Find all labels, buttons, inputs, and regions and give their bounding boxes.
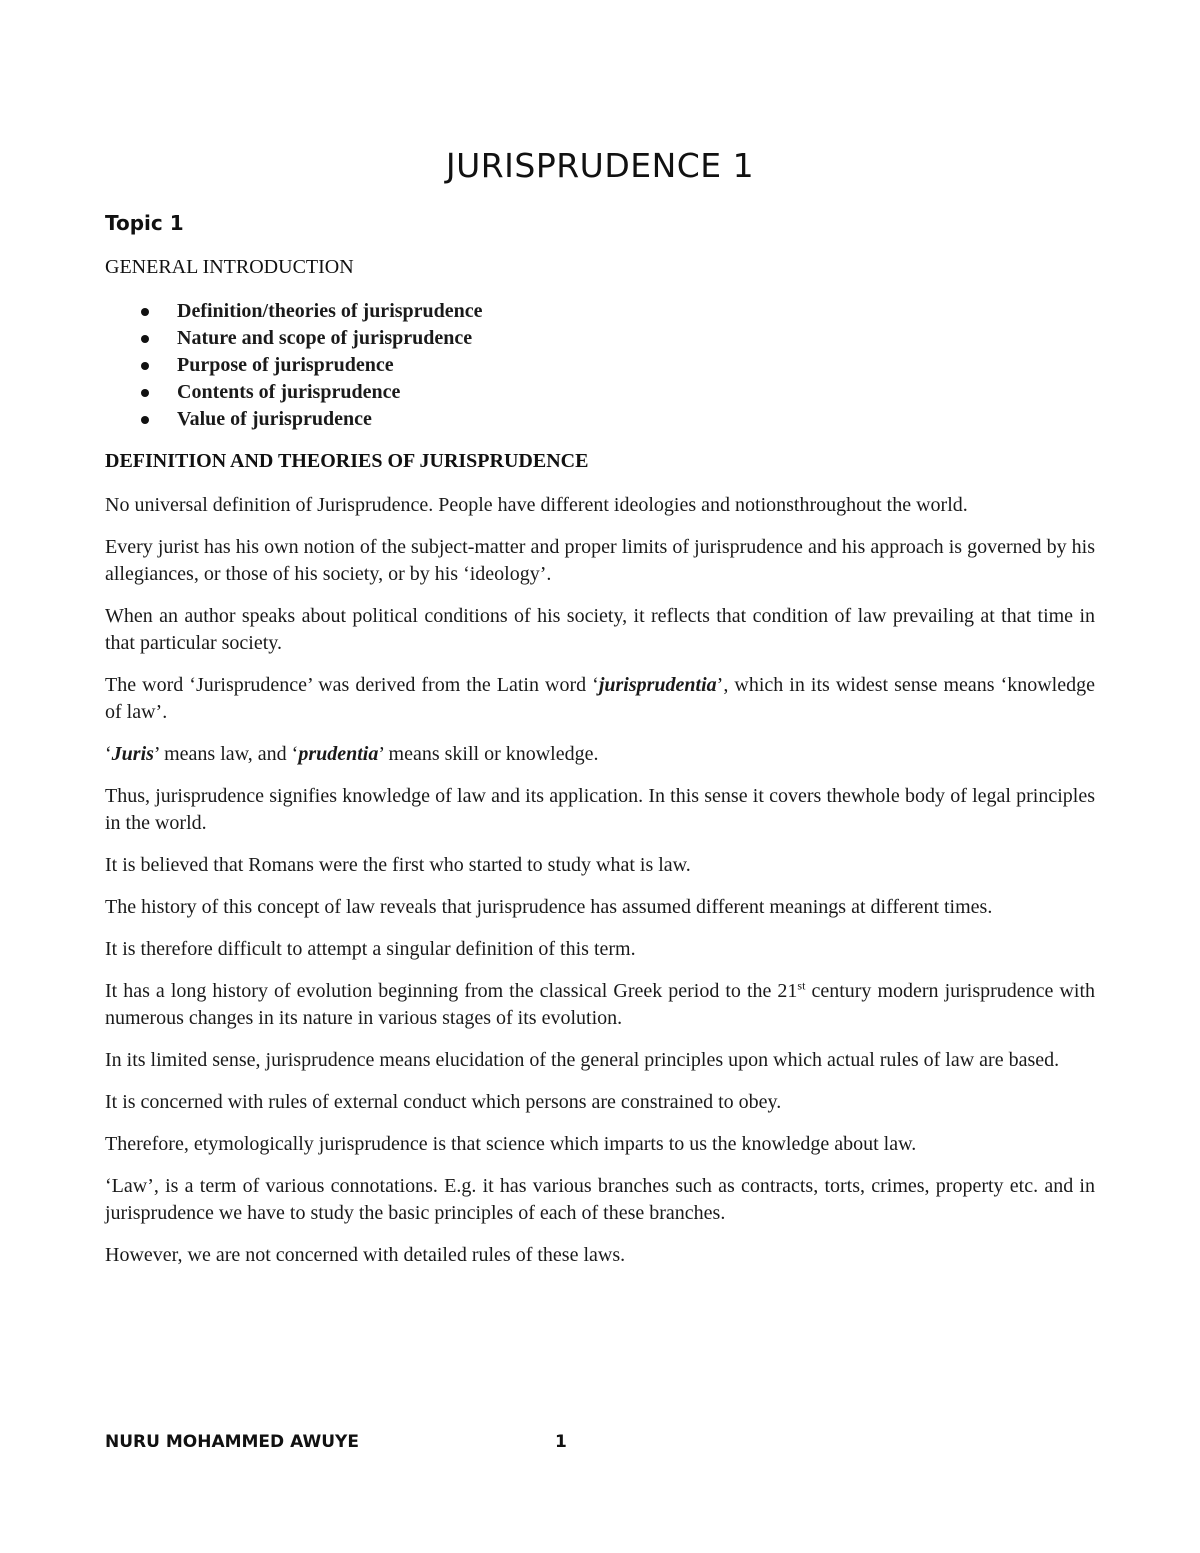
bullet-icon (141, 389, 149, 397)
list-item (105, 379, 483, 406)
bullet-icon (141, 416, 149, 424)
paragraph: ‘Law’, is a term of various connotations. E.g. it has various branches such as contracts, torts, crimes, property etc. and in jurisprudence we have to study the basic principles of each of these branches. (105, 1175, 1095, 1224)
list-item (105, 325, 483, 352)
superscript: st (797, 978, 806, 993)
paragraph: Every jurist has his own notion of the subject-matter and proper limits of jurisprudence and his approach is governed by his allegiances, or those of his society, or by his ‘ideology’. (105, 536, 1095, 585)
list-item (105, 298, 483, 325)
latin-term: Juris (111, 743, 154, 765)
paragraph: Thus, jurisprudence signifies knowledge of law and its application. In this sense it covers thewhole body of legal principles in the world. (105, 785, 1095, 834)
paragraph: It is therefore difficult to attempt a singular definition of this term. (105, 938, 636, 960)
footer-page-number: 1 (555, 1432, 567, 1452)
paragraph-text: ’, which in its widest sense means ‘knowledge of law’. (105, 674, 1095, 723)
paragraph-text: It has a long history of evolution beginning from the classical Greek period to the 21 (105, 980, 798, 1002)
paragraph-text: ’ means skill or knowledge. (378, 743, 599, 765)
paragraph-text: century modern jurisprudence with numerous changes in its nature in various stages of its evolution. (105, 980, 1096, 1029)
list-item-text: Nature and scope of jurisprudence (177, 327, 473, 349)
paragraph (105, 741, 1095, 768)
topic-label: Topic 1 (105, 211, 184, 235)
topic-bullet-list (105, 298, 483, 433)
list-item (105, 352, 483, 379)
bullet-icon (141, 308, 149, 316)
paragraph (105, 978, 1095, 1032)
paragraph: However, we are not concerned with detailed rules of these laws. (105, 1244, 626, 1266)
document-title: JURISPRUDENCE 1 (445, 146, 755, 185)
bullet-icon (141, 335, 149, 343)
list-item (105, 406, 483, 433)
list-item-text: Definition/theories of jurisprudence (177, 300, 483, 322)
latin-term: jurisprudentia (598, 674, 717, 696)
paragraph-text: ‘ (105, 743, 112, 765)
latin-term: prudentia (298, 743, 379, 765)
paragraph: It is concerned with rules of external conduct which persons are constrained to obey. (105, 1091, 782, 1113)
footer-author: NURU MOHAMMED AWUYE (105, 1432, 359, 1452)
list-item-text: Value of jurisprudence (177, 408, 372, 430)
paragraph: The history of this concept of law reveals that jurisprudence has assumed different meanings at different times. (105, 896, 993, 918)
paragraph-text: ’ means law, and ‘ (153, 743, 299, 765)
paragraph (105, 672, 1095, 726)
paragraph-text: The word ‘Jurisprudence’ was derived from the Latin word ‘ (105, 674, 599, 696)
section-heading: DEFINITION AND THEORIES OF JURISPRUDENCE (105, 450, 589, 472)
intro-heading: GENERAL INTRODUCTION (105, 256, 354, 278)
list-item-text: Contents of jurisprudence (177, 381, 401, 403)
paragraph: When an author speaks about political conditions of his society, it reflects that condition of law prevailing at that time in that particular society. (105, 605, 1095, 654)
body-text (105, 492, 1095, 1284)
paragraph: No universal definition of Jurisprudence. People have different ideologies and notionsthroughout the world. (105, 494, 968, 516)
paragraph: In its limited sense, jurisprudence means elucidation of the general principles upon which actual rules of law are based. (105, 1049, 1060, 1071)
bullet-icon (141, 362, 149, 370)
list-item-text: Purpose of jurisprudence (177, 354, 394, 376)
paragraph: Therefore, etymologically jurisprudence is that science which imparts to us the knowledge about law. (105, 1133, 917, 1155)
paragraph: It is believed that Romans were the first who started to study what is law. (105, 854, 691, 876)
